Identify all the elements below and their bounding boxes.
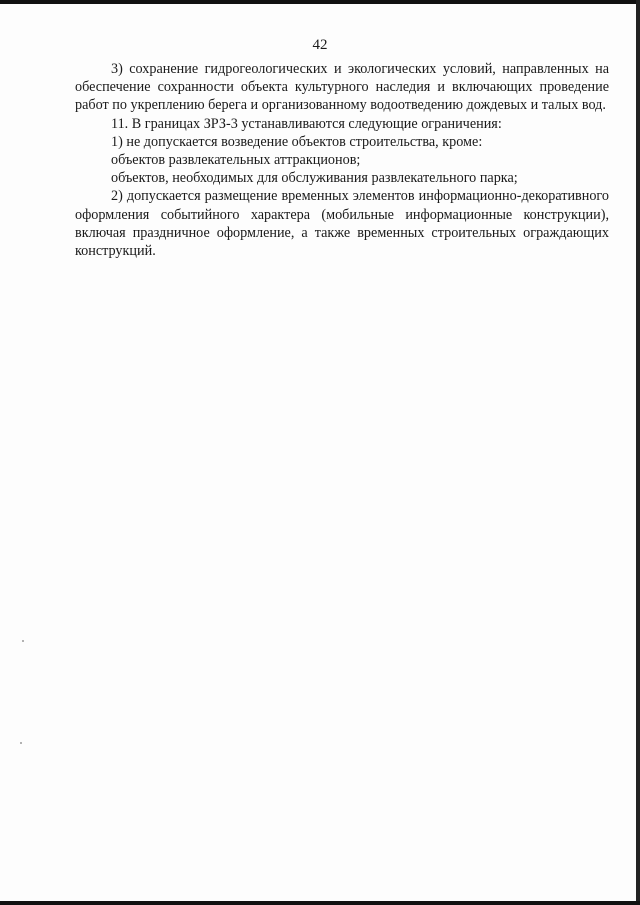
paragraph-subitem-attractions: объектов развлекательных аттракционов; — [111, 152, 361, 169]
document-body — [75, 60, 609, 260]
paragraph-item-1: 1) не допускается возведение объектов строительства, кроме: — [111, 133, 483, 150]
paragraph-item-3: 3) сохранение гидрогеологических и экологических условий, направленных на обеспечение сохранности объекта культурного наследия и включающих проведение работ по укреплению берега и организованному водоотведению дождевых и талых вод. — [75, 61, 609, 114]
scan-border-right — [636, 0, 640, 905]
paragraph-subitem-park-service: объектов, необходимых для обслуживания развлекательного парка; — [111, 170, 518, 187]
scan-border-bottom — [0, 901, 640, 905]
scan-speck — [20, 742, 22, 744]
page-number: 42 — [312, 37, 328, 53]
paragraph-item-2: 2) допускается размещение временных элементов информационно-декоративного оформления событийного характера (мобильные информационные конструкции), включая праздничное оформление, а также временных строительных ограждающих конструкций. — [75, 188, 609, 260]
paragraph-clause-11: 11. В границах ЗРЗ-3 устанавливаются следующие ограничения: — [111, 115, 502, 132]
scan-border-top — [0, 0, 640, 4]
scan-speck — [22, 640, 24, 642]
